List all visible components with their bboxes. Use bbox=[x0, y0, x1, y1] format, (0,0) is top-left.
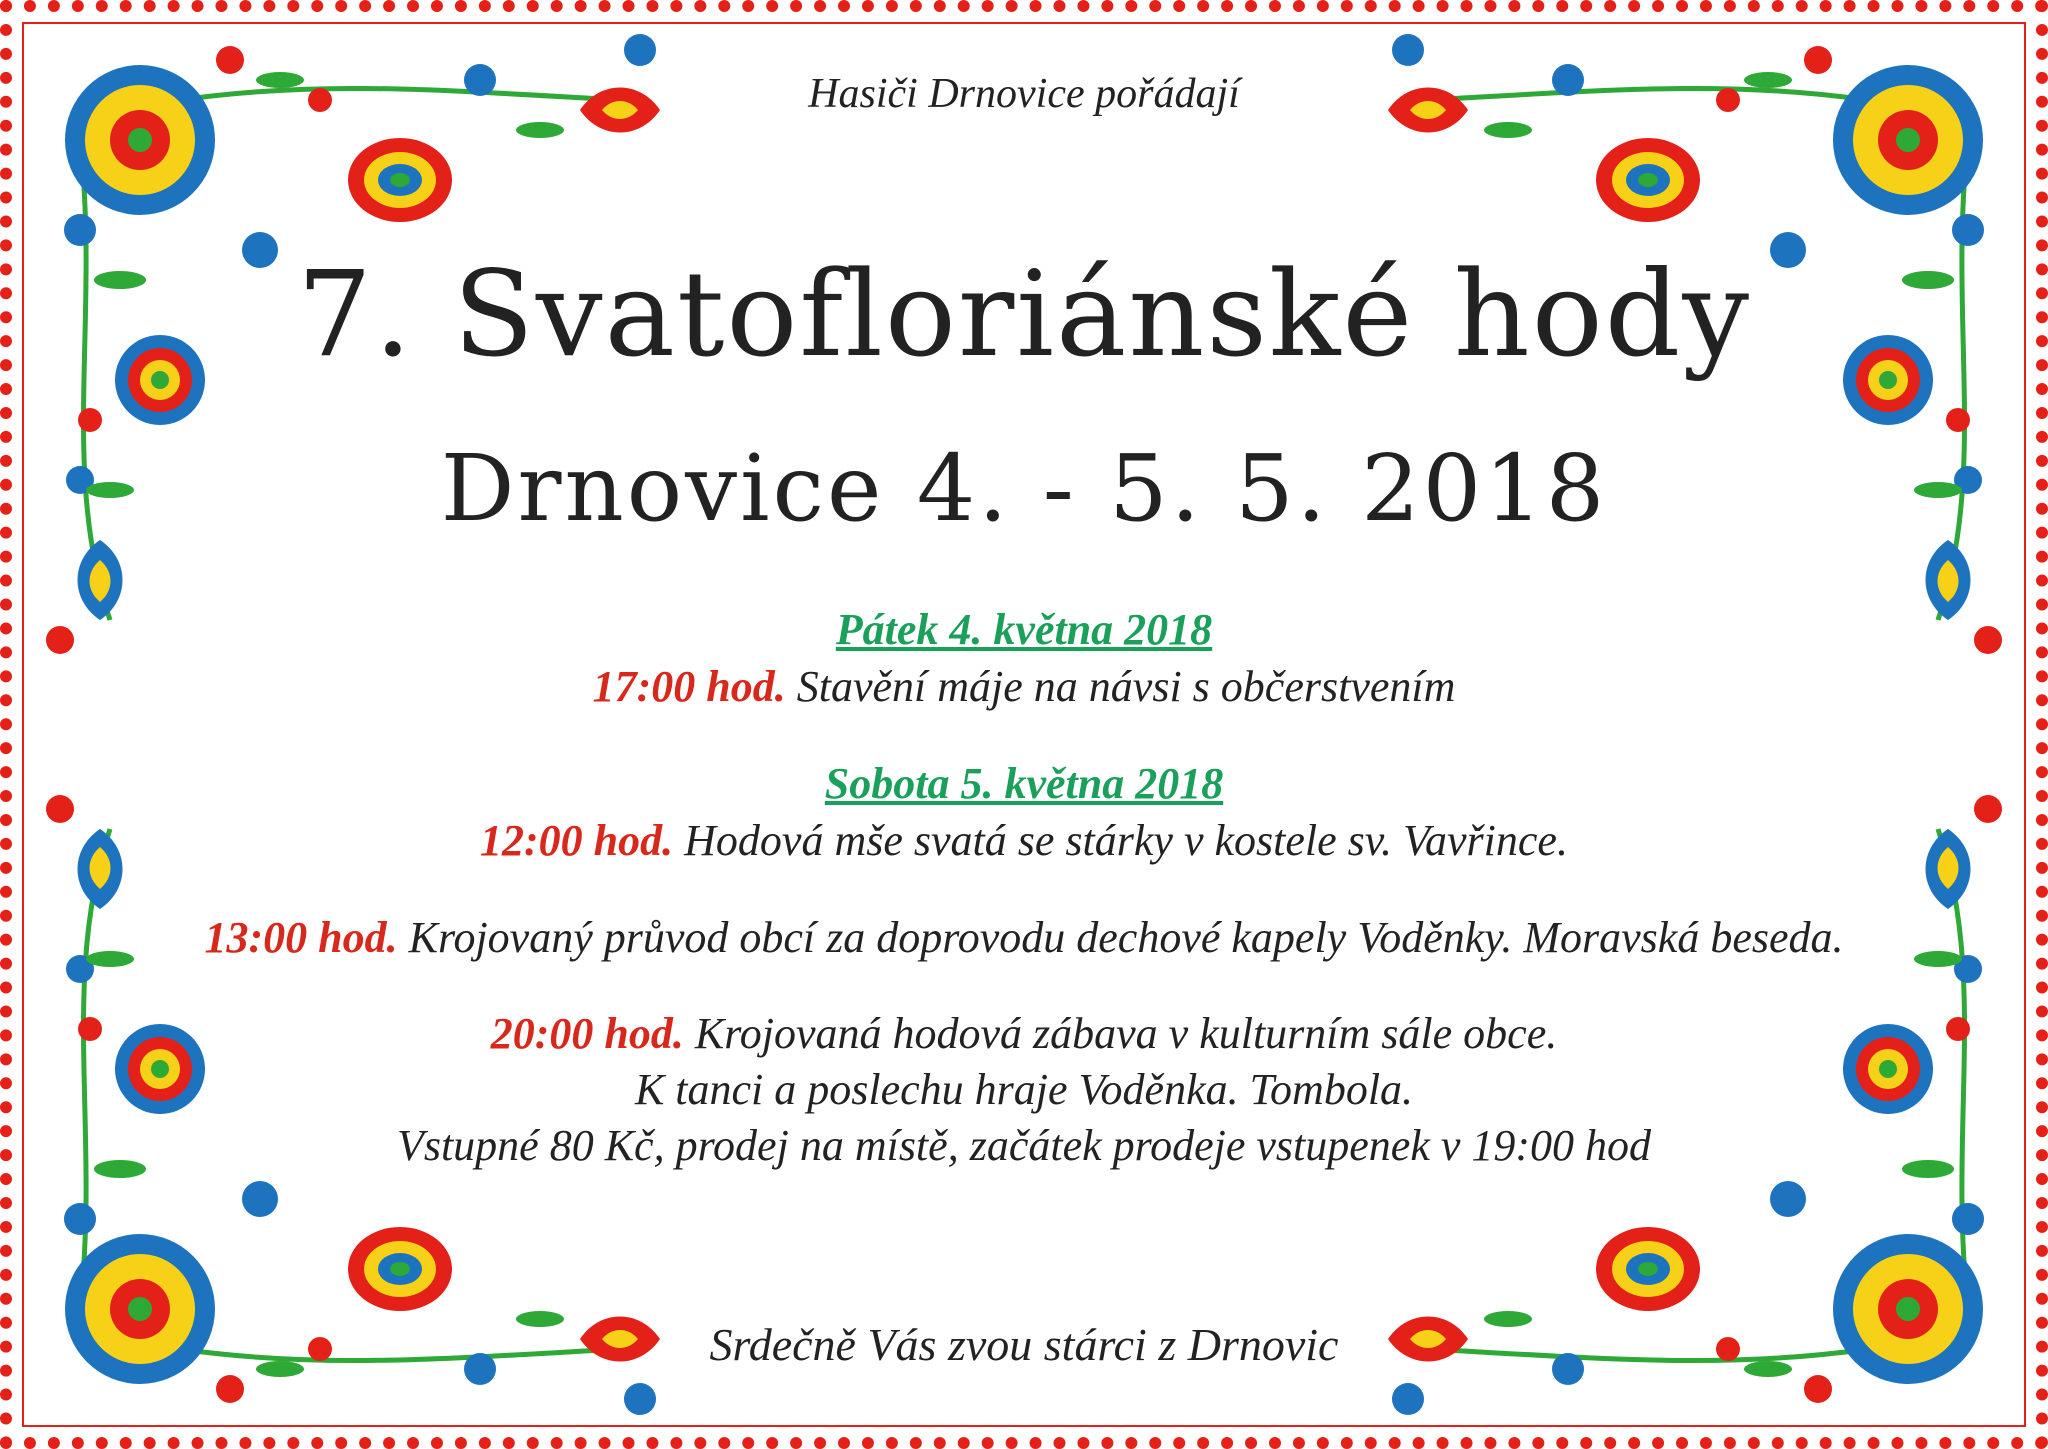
day-heading-saturday: Sobota 5. května 2018 bbox=[824, 759, 1224, 808]
event-item bbox=[0, 912, 2048, 963]
organizer-line: Hasiči Drnovice pořádají bbox=[808, 71, 1240, 117]
event-item bbox=[0, 661, 2048, 712]
event-item bbox=[0, 1008, 2048, 1059]
event-time: 12:00 hod. bbox=[480, 816, 674, 865]
event-detail-line: K tanci a poslechu hraje Voděnka. Tombola. bbox=[634, 1065, 1414, 1114]
event-detail-line: Vstupné 80 Kč, prodej na místě, začátek prodeje vstupenek v 19:00 hod bbox=[396, 1121, 1652, 1170]
event-item bbox=[0, 815, 2048, 866]
event-title: 7. Svatofloriánské hody bbox=[297, 245, 1751, 383]
event-text: Krojovaný průvod obcí za doprovodu dechové kapely Voděnky. Moravská beseda. bbox=[408, 913, 1844, 962]
event-time: 13:00 hod. bbox=[204, 913, 398, 962]
event-time: 20:00 hod. bbox=[490, 1009, 684, 1058]
event-subtitle: Drnovice 4. - 5. 5. 2018 bbox=[440, 435, 1608, 542]
event-text: Stavění máje na návsi s občerstvením bbox=[796, 662, 1456, 711]
day-heading-friday: Pátek 4. května 2018 bbox=[835, 605, 1213, 654]
event-time: 17:00 hod. bbox=[592, 662, 786, 711]
footer-invitation: Srdečně Vás zvou stárci z Drnovic bbox=[709, 1319, 1339, 1370]
event-text: Hodová mše svatá se stárky v kostele sv. Vavřince. bbox=[684, 816, 1568, 865]
event-text: Krojovaná hodová zábava v kulturním sále obce. bbox=[694, 1009, 1558, 1058]
